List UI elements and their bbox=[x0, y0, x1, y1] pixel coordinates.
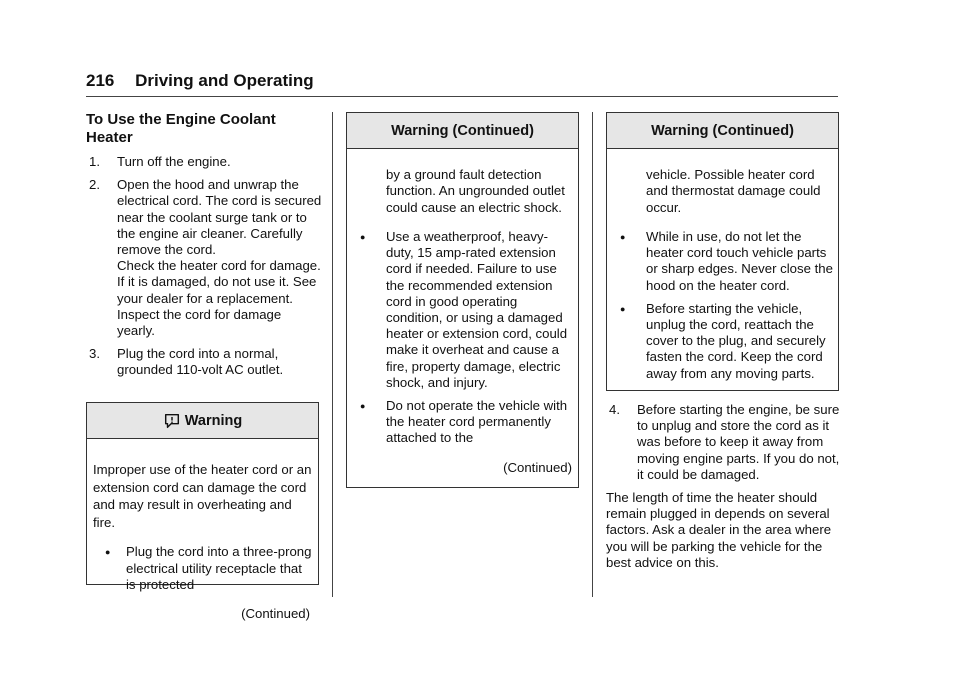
warning-bullet bbox=[347, 398, 573, 447]
step-3 bbox=[86, 346, 322, 378]
warning-text: Improper use of the heater cord or an extension cord can damage the cord and may result in overheating and fire. bbox=[93, 462, 312, 530]
step-number: 1. bbox=[89, 154, 100, 169]
step-text: Before starting the engine, be sure to unplug and store the cord as it was before to keep it away from moving engine parts. If you do not, it could be damaged. bbox=[637, 402, 840, 482]
page-number: 216 bbox=[86, 71, 115, 90]
warning-header bbox=[347, 113, 578, 149]
step-number: 4. bbox=[609, 402, 620, 417]
bullet-mark: ● bbox=[620, 303, 626, 314]
step-2 bbox=[86, 177, 322, 258]
warning-header bbox=[607, 113, 838, 149]
step-number: 3. bbox=[89, 346, 100, 362]
header-rule bbox=[86, 96, 838, 97]
closing-paragraph: The length of time the heater should remain plugged in depends on several factors. Ask a dealer in the area where you will be parking the vehicle for the best advice on this. bbox=[606, 490, 832, 570]
step-text: Turn off the engine. bbox=[117, 154, 231, 169]
column-divider-1 bbox=[332, 112, 333, 597]
warning-box-continued bbox=[346, 112, 579, 488]
section-heading: To Use the Engine Coolant Heater bbox=[86, 111, 276, 146]
warning-icon bbox=[163, 412, 181, 430]
warning-title: Warning (Continued) bbox=[391, 122, 534, 139]
bullet-text: While in use, do not let the heater cord touch vehicle parts or sharp edges. Never close the hood on the heater cord. bbox=[646, 228, 833, 293]
warning-title: Warning (Continued) bbox=[651, 122, 794, 139]
bullet-mark: ● bbox=[620, 231, 626, 242]
bullet-mark: ● bbox=[105, 547, 111, 558]
warning-box-continued bbox=[606, 112, 839, 391]
warning-bullet bbox=[347, 229, 573, 391]
warning-body bbox=[87, 439, 318, 622]
warning-box bbox=[86, 402, 319, 622]
warning-bullet bbox=[607, 229, 833, 294]
chapter-title: Driving and Operating bbox=[135, 71, 314, 90]
warning-header bbox=[87, 403, 318, 439]
page-header bbox=[86, 71, 314, 91]
warning-lead-text: vehicle. Possible heater cord and thermostat damage could occur. bbox=[646, 167, 821, 215]
warning-lead-text: by a ground fault detection function. An ungrounded outlet could cause an electric shock. bbox=[386, 167, 565, 215]
step-number: 2. bbox=[89, 177, 100, 193]
warning-title: Warning bbox=[184, 412, 243, 429]
bullet-text: Use a weatherproof, heavy-duty, 15 amp-rated extension cord if needed. Failure to use the recommended extension cord in good operating condition, or using a damaged heater or extension cord, could make it overheat and cause a fire, property damage, electric shock, and injury. bbox=[386, 228, 568, 390]
warning-bullet bbox=[93, 544, 312, 593]
warning-body bbox=[607, 149, 838, 382]
continued-note: (Continued) bbox=[503, 459, 572, 475]
step-text: Open the hood and unwrap the electrical cord. The cord is secured near the coolant surge tank or to the engine air cleaner. Carefully remove the cord. bbox=[117, 177, 322, 258]
step-text: Plug the cord into a normal, grounded 110-volt AC outlet. bbox=[117, 346, 284, 378]
step-4 bbox=[606, 402, 842, 483]
step-1 bbox=[86, 154, 322, 170]
column-1 bbox=[86, 111, 322, 379]
bullet-mark: ● bbox=[360, 231, 366, 242]
bullet-text: Plug the cord into a three-prong electrical utility receptacle that is protected bbox=[126, 544, 312, 592]
column-divider-2 bbox=[592, 112, 593, 597]
bullet-text: Do not operate the vehicle with the heater cord permanently attached to the bbox=[386, 398, 568, 446]
bullet-text: Before starting the vehicle, unplug the cord, reattach the cover to the plug, and securely fasten the cord. Keep the cord away from any moving parts. bbox=[646, 300, 826, 381]
step-2-note: Check the heater cord for damage. If it is damaged, do not use it. See your dealer for a replacement. Inspect the cord for damage yearly. bbox=[117, 258, 321, 339]
bullet-mark: ● bbox=[360, 401, 366, 412]
column-3-text bbox=[606, 402, 842, 571]
warning-body bbox=[347, 149, 578, 476]
warning-bullet bbox=[607, 301, 833, 382]
continued-note: (Continued) bbox=[241, 606, 310, 622]
